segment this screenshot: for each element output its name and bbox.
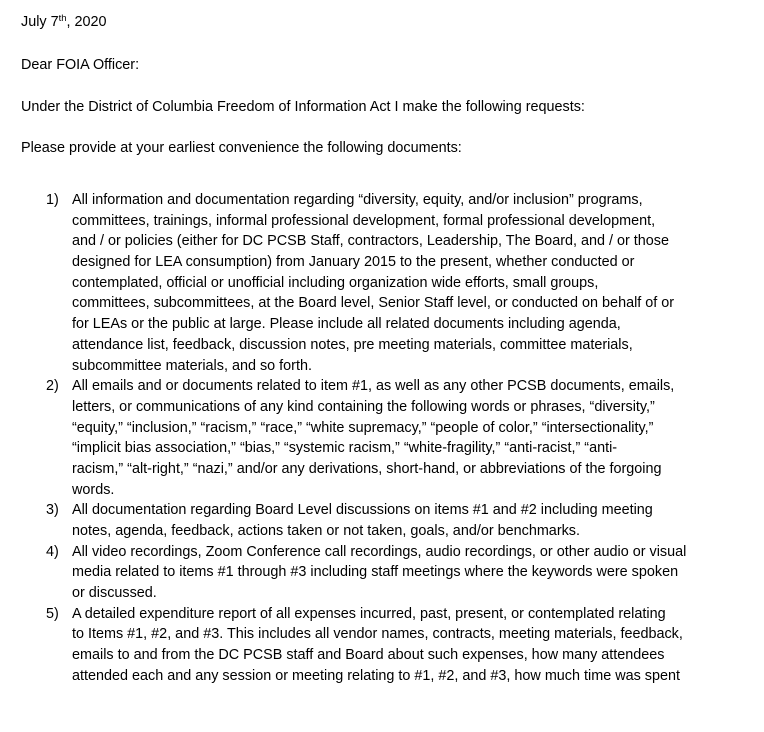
request-text-line: words. xyxy=(72,481,115,498)
letter-date xyxy=(21,12,107,33)
request-text-line: committees, trainings, informal professional development, formal professional development, xyxy=(72,212,656,229)
request-text-line: emails to and from the DC PCSB staff and Board about such expenses, how many attendees xyxy=(72,647,665,664)
request-text-line: letters, or communications of any kind containing the following words or phrases, “diversity,” xyxy=(72,398,655,415)
request-item xyxy=(0,376,764,500)
request-list xyxy=(0,190,764,687)
request-text-line: attended each and any session or meeting relating to #1, #2, and #3, how much time was spent xyxy=(72,667,680,684)
request-text xyxy=(72,376,764,500)
request-text-line: All emails and or documents related to item #1, as well as any other PCSB documents, emails, xyxy=(72,378,675,395)
request-number: 4) xyxy=(46,543,59,560)
request-text-line: racism,” “alt-right,” “nazi,” and/or any derivations, short-hand, or abbreviations of the forgoing xyxy=(72,460,662,477)
request-text-line: notes, agenda, feedback, actions taken or not taken, goals, and/or benchmarks. xyxy=(72,523,580,539)
request-item xyxy=(0,604,764,687)
request-text-line: for LEAs or the public at large. Please include all related documents including agenda, xyxy=(72,316,621,333)
request-text-line: “equity,” “inclusion,” “racism,” “race,” “white supremacy,” “people of color,” “intersectionality,” xyxy=(72,419,654,436)
request-text-line: committees, subcommittees, at the Board level, Senior Staff level, or conducted on behalf of or xyxy=(72,295,675,312)
request-text-line: A detailed expenditure report of all expenses incurred, past, present, or contemplated relating xyxy=(72,605,666,622)
date-year: , 2020 xyxy=(66,14,107,30)
salutation: Dear FOIA Officer: xyxy=(21,57,140,73)
request-text-line: All information and documentation regarding “diversity, equity, and/or inclusion” programs, xyxy=(72,192,643,208)
request-text xyxy=(72,542,764,604)
request-text-line: All documentation regarding Board Level discussions on items #1 and #2 including meeting xyxy=(72,502,653,519)
request-lead-in: Please provide at your earliest convenience the following documents: xyxy=(21,140,462,156)
request-item xyxy=(0,190,764,376)
request-text xyxy=(72,190,764,376)
request-text xyxy=(72,604,764,687)
request-text-line: All video recordings, Zoom Conference call recordings, audio recordings, or other audio or visual xyxy=(72,543,687,560)
request-number: 1) xyxy=(46,192,59,208)
request-text-line: contemplated, official or unofficial including organization wide efforts, small groups, xyxy=(72,274,599,291)
date-ordinal-suffix: th xyxy=(58,13,67,24)
request-number: 5) xyxy=(46,605,59,622)
date-prefix: July 7 xyxy=(21,14,59,30)
request-item xyxy=(0,500,764,541)
intro-paragraph: Under the District of Columbia Freedom of Information Act I make the following requests: xyxy=(21,99,585,115)
request-text-line: designed for LEA consumption) from January 2015 to the present, whether conducted or xyxy=(72,254,635,271)
request-number: 3) xyxy=(46,502,59,519)
request-text-line: or discussed. xyxy=(72,585,157,602)
request-text-line: attendance list, feedback, discussion notes, pre meeting materials, committee materials, xyxy=(72,336,633,353)
request-text xyxy=(72,500,764,541)
request-number: 2) xyxy=(46,378,59,395)
request-text-line: subcommittee materials, and so forth. xyxy=(72,357,312,374)
request-item xyxy=(0,542,764,604)
request-text-line: media related to items #1 through #3 including staff meetings where the keywords were spoken xyxy=(72,564,679,581)
request-text-line: to Items #1, #2, and #3. This includes all vendor names, contracts, meeting materials, feedback, xyxy=(72,626,683,643)
request-text-line: and / or policies (either for DC PCSB Staff, contractors, Leadership, The Board, and / or those xyxy=(72,233,669,250)
request-text-line: “implicit bias association,” “bias,” “systemic racism,” “white-fragility,” “anti-racist,” “anti- xyxy=(72,440,618,457)
